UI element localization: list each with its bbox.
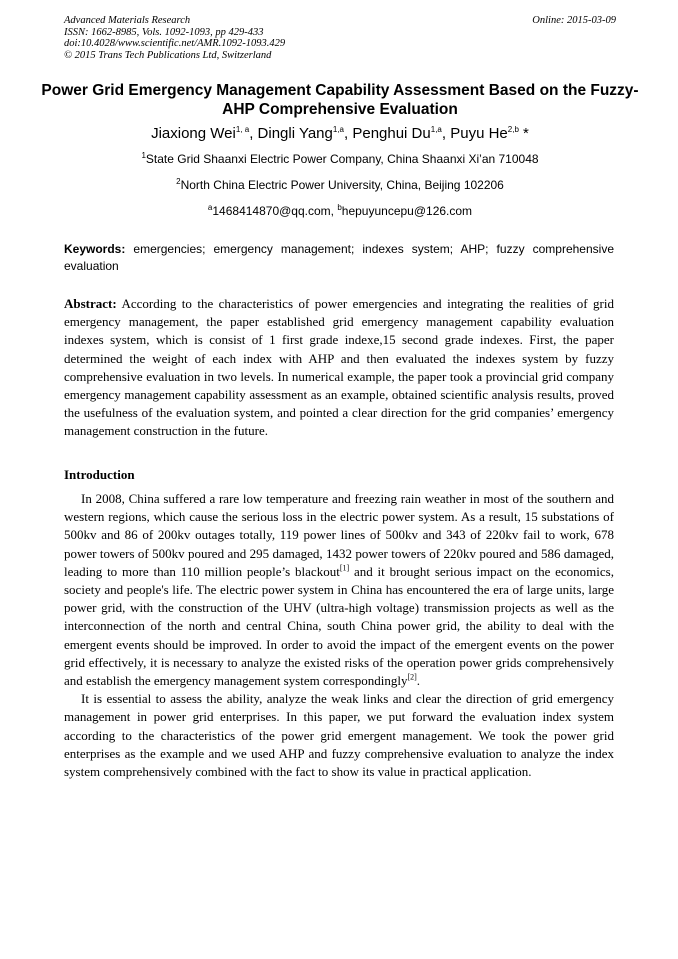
citation-ref[interactable]: [2]: [407, 672, 417, 682]
keywords-label: Keywords:: [64, 242, 126, 256]
paper-title: Power Grid Emergency Management Capability Assessment Based on the Fuzzy-AHP Comprehensive Evaluation: [41, 82, 639, 118]
abstract-block: [64, 295, 614, 441]
journal-header: [64, 15, 616, 61]
paragraph-text: and it brought serious impact on the economics, society and people's life. The electric power system in China has encountered the era of large units, large power grid, with the construction of the UHV (ultra-high voltage) transmission projects as well as the interconnection of the north and central China, south China power grid, the ability to deal with the emergent events should be improved. In order to avoid the impact of the emergent events on the power grid effectively, it is necessary to analyze the existed risks of the operation power grids comprehensively and establish the emergency management system correspondingly: [64, 563, 614, 689]
citation-ref[interactable]: [1]: [339, 563, 350, 573]
author-affiliation-mark: 2,b: [507, 125, 519, 134]
introduction-body: [64, 490, 614, 781]
abstract-label: Abstract:: [64, 296, 117, 311]
paragraph-text: In 2008, China suffered a rare low temperature and freezing rain weather in most of the southern and western regions, which cause the serious loss in the electric power system. As a result, 15 substations of 500kv and 86 of 200kv outages totally, 119 power lines of 500kv and 343 of 220kv fail to work, 678 power towers of 500kv poured and 295 damaged, 1432 power towers of 220kv poured and 586 damaged, leading to more than 110 million people’s blackout: [64, 491, 614, 579]
author-separator: ,: [249, 125, 258, 142]
email-b: hepuyuncepu@126.com: [341, 204, 473, 218]
author-name: Jiaxiong Wei: [151, 125, 236, 142]
author-affiliation-mark: 1,a: [430, 125, 442, 134]
paragraph: It is essential to assess the ability, analyze the weak links and clear the direction of grid emergency management in power grid enterprises. In this paper, we put forward the evaluation index system according to the characteristics of the power grid emergent management. We took the power grid enterprises as the example and we used AHP and fuzzy comprehensive evaluation to analyze the index system comprehensively combined with the fact to show its value in practical application.: [64, 691, 614, 780]
author-affiliation-mark: 1,a: [332, 125, 344, 134]
abstract-text: According to the characteristics of power emergencies and integrating the realities of grid emergency management, the paper established grid emergency management capability evaluation indexes system, which is consist of 1 first grade indexe,15 second grade indexes. First, the paper determined the weight of each index with AHP and then evaluated the indexes system by fuzzy comprehensive evaluation in two levels. In numerical example, the paper took a provincial grid company emergency management capability assessment as an example, obtained scientific analysis results, proved the usefulness of the evaluation system, and pointed a clear direction for the grid companies’ emergency management construction in the future.: [64, 296, 614, 439]
author-affiliation-mark: 1, a: [235, 125, 250, 134]
email-a: 1468414870@qq.com,: [212, 204, 338, 218]
paragraph-text: .: [416, 673, 421, 689]
issn-line: ISSN: 1662-8985, Vols. 1092-1093, pp 429-433: [64, 26, 264, 38]
affiliation-text: North China Electric Power University, China, Beijing 102206: [180, 178, 504, 192]
online-date: Online: 2015-03-09: [532, 15, 616, 26]
affiliation-1: [40, 152, 640, 166]
doi-line: doi:10.4028/www.scientific.net/AMR.1092-1093.429: [64, 38, 286, 49]
email-mark-b: b: [337, 203, 342, 212]
keywords-block: [64, 241, 614, 275]
copyright-line: © 2015 Trans Tech Publications Ltd, Switzerland: [64, 49, 272, 61]
journal-name: Advanced Materials Research: [64, 15, 191, 26]
email-mark-a: a: [207, 203, 213, 212]
author-list: [40, 124, 640, 144]
author-separator: ,: [344, 125, 353, 142]
author-separator: ,: [441, 125, 451, 142]
affiliation-mark: 2: [176, 177, 181, 186]
author-name: Puyu He: [450, 125, 508, 142]
affiliation-text: State Grid Shaanxi Electric Power Company, China Shaanxi Xi’an 710048: [145, 152, 539, 166]
section-heading-introduction: Introduction: [64, 467, 135, 482]
affiliation-mark: 1: [141, 151, 146, 160]
keywords-text: emergencies; emergency management; indexes system; AHP; fuzzy comprehensive evaluation: [64, 242, 614, 273]
affiliation-2: [40, 178, 640, 192]
paragraph: [64, 490, 614, 690]
corresponding-mark: *: [518, 125, 529, 142]
author-name: Penghui Du: [352, 125, 431, 142]
email-line: [40, 204, 640, 218]
author-name: Dingli Yang: [257, 125, 333, 142]
